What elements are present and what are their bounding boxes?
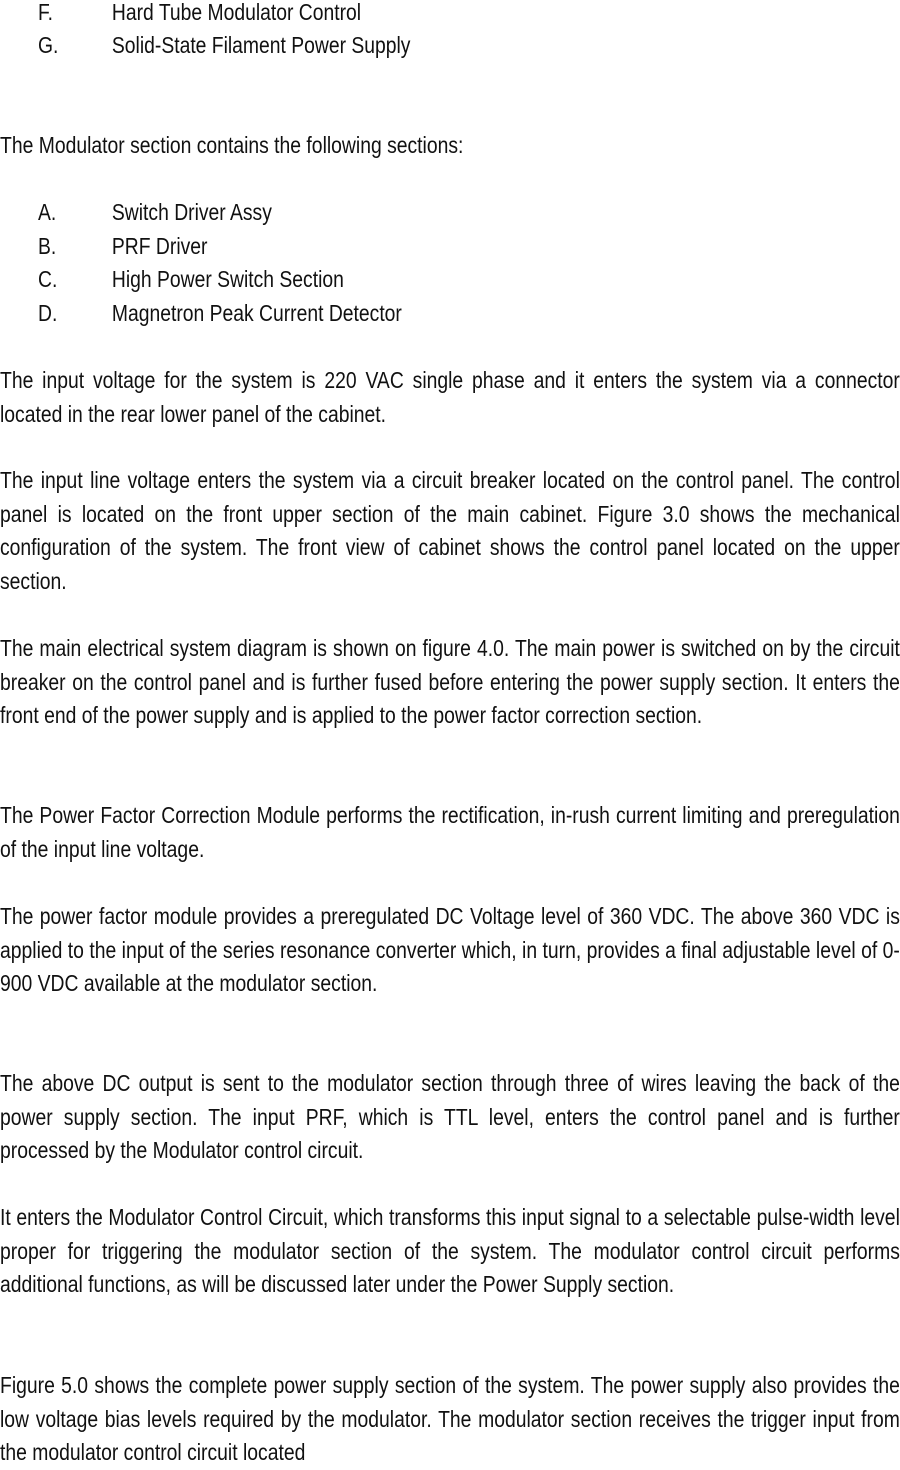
list-item-g (38, 28, 410, 62)
paragraph-modulator-control: It enters the Modulator Control Circuit, which transforms this input signal to a selectable pulse-width level proper for triggering the modulator section of the system. The modulator control circuit performs additional functions, as will be discussed later under the Power Supply section. (0, 1204, 900, 1298)
list-item-text: Solid-State Filament Power Supply (111, 32, 411, 58)
list-item-text: PRF Driver (111, 233, 208, 259)
list-item-letter: G. (38, 32, 59, 58)
list-item-text: Magnetron Peak Current Detector (111, 300, 402, 326)
list-item-text: High Power Switch Section (111, 266, 344, 292)
paragraph-power-factor-module: The Power Factor Correction Module performs the rectification, in-rush current limiting and preregulation of the input line voltage. (0, 802, 900, 862)
paragraph-circuit-breaker: The input line voltage enters the system via a circuit breaker located on the control panel. The control panel is located on the front upper section of the main cabinet. Figure 3.0 shows the mechanical configuration of the system. The front view of cabinet shows the control panel located on the upper section. (0, 467, 900, 594)
list-item-letter: C. (38, 266, 58, 292)
list-item-b (38, 229, 207, 263)
paragraph-dc-output: The above DC output is sent to the modulator section through three of wires leaving the back of the power supply section. The input PRF, which is TTL level, enters the control panel and is further processed by the Modulator control circuit. (0, 1070, 900, 1164)
list-item-letter: A. (38, 199, 57, 225)
list-item-a (38, 195, 272, 229)
paragraph-electrical-diagram: The main electrical system diagram is shown on figure 4.0. The main power is switched on by the circuit breaker on the control panel and is further fused before entering the power supply section. It enters the front end of the power supply and is applied to the power factor correction section. (0, 635, 900, 729)
list-item-c (38, 262, 344, 296)
list-item-text: Hard Tube Modulator Control (111, 0, 362, 25)
list-item-text: Switch Driver Assy (111, 199, 272, 225)
modulator-intro: The Modulator section contains the following sections: (0, 132, 464, 158)
list-item-letter: D. (38, 300, 58, 326)
list-item-letter: F. (38, 0, 54, 25)
paragraph-input-voltage: The input voltage for the system is 220 VAC single phase and it enters the system via a connector located in the rear lower panel of the cabinet. (0, 367, 900, 427)
paragraph-preregulated-dc: The power factor module provides a preregulated DC Voltage level of 360 VDC. The above 360 VDC is applied to the input of the series resonance converter which, in turn, provides a final adjustable level of 0-900 VDC available at the modulator section. (0, 903, 900, 997)
list-item-f (38, 0, 361, 29)
list-item-d (38, 296, 402, 330)
paragraph-power-supply-section: Figure 5.0 shows the complete power supply section of the system. The power supply also provides the low voltage bias levels required by the modulator. The modulator section receives the trigger input from the modulator control circuit located (0, 1372, 900, 1466)
list-item-letter: B. (38, 233, 57, 259)
